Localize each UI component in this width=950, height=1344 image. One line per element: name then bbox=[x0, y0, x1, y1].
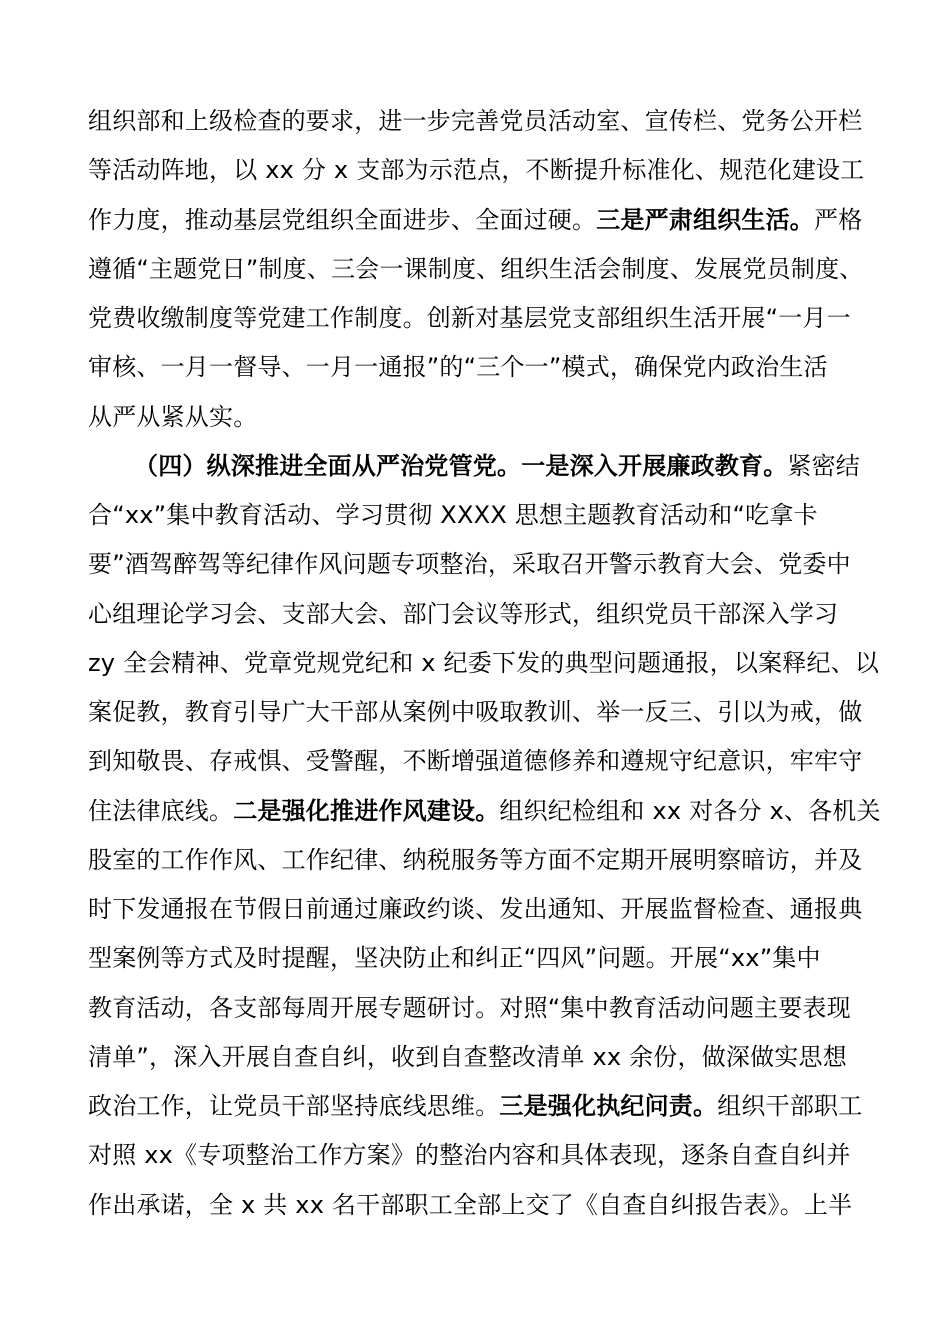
text-segment: 审核、一月一督导、一月一通报”的“三个一”模式，确保党内政治生活 bbox=[88, 353, 828, 382]
text-segment: 到知敬畏、存戒惧、受警醒，不断增强道德修养和遵规守纪意识，牢牢守 bbox=[88, 747, 863, 776]
bold-text-segment: （四）纵深推进全面从严治党管党。 bbox=[134, 451, 522, 480]
text-line bbox=[88, 397, 878, 437]
text-segment: 股室的工作作风、工作纪律、纳税服务等方面不定期开展明察暗访，并及 bbox=[88, 845, 863, 874]
text-segment: 组织部和上级检查的要求，进一步完善党员活动室、宣传栏、党务公开栏 bbox=[88, 107, 863, 135]
text-segment: 紧密结 bbox=[787, 451, 861, 480]
text-segment: 政治工作，让党员干部坚持底线思维。 bbox=[88, 1092, 500, 1120]
text-line bbox=[88, 544, 878, 584]
text-segment: 遵循“主题党日”制度、三会一课制度、组织生活会制度、发展党员制度、 bbox=[88, 254, 864, 283]
text-line bbox=[88, 692, 878, 732]
text-line bbox=[88, 643, 878, 683]
text-segment: zy 全会精神、党章党规党纪和 x 纪委下发的典型问题通报，以案释纪、以 bbox=[88, 648, 880, 677]
text-line bbox=[88, 1086, 878, 1126]
bold-text-segment: 二是强化推进作风建设。 bbox=[233, 796, 500, 825]
text-line bbox=[88, 791, 881, 831]
text-segment: 清单”，深入开展自查自纠，收到自查整改清单 xx 余份，做深做实思想 bbox=[88, 1042, 847, 1071]
text-line bbox=[88, 741, 878, 781]
text-segment: 要”酒驾醉驾等纪律作风问题专项整治，采取召开警示教育大会、党委中 bbox=[88, 550, 851, 579]
text-line bbox=[88, 938, 878, 978]
text-segment: 教育活动，各支部每周开展专题研讨。对照“集中教育活动问题主要表现 bbox=[88, 993, 851, 1022]
text-line bbox=[134, 446, 924, 486]
text-line bbox=[88, 200, 878, 240]
text-segment: 作力度，推动基层党组织全面进步、全面过硬。 bbox=[88, 205, 597, 234]
text-segment: 党费收缴制度等党建工作制度。创新对基层党支部组织生活开展“一月一 bbox=[88, 304, 851, 332]
text-line bbox=[88, 988, 878, 1028]
text-line bbox=[88, 495, 878, 535]
text-segment: 对照 xx《专项整治工作方案》的整治内容和具体表现，逐条自查自纠并 bbox=[88, 1141, 851, 1170]
text-segment: 等活动阵地，以 xx 分 x 支部为示范点，不断提升标准化、规范化建设工 bbox=[88, 156, 865, 185]
text-line bbox=[88, 889, 878, 929]
text-line bbox=[88, 150, 878, 190]
text-line bbox=[88, 840, 878, 880]
bold-text-segment: 一是深入开展廉政教育。 bbox=[521, 451, 788, 480]
text-line bbox=[88, 594, 878, 634]
text-segment: 时下发通报在节假日前通过廉政约谈、发出通知、开展监督检查、通报典 bbox=[88, 895, 863, 923]
text-segment: 从严从紧从实。 bbox=[88, 402, 258, 431]
text-segment: 合“xx”集中教育活动、学习贯彻 XXXX 思想主题教育活动和“吃拿卡 bbox=[88, 501, 818, 529]
text-line bbox=[88, 101, 878, 141]
bold-text-segment: 三是严肃组织生活。 bbox=[596, 205, 815, 234]
text-line bbox=[88, 249, 878, 289]
text-segment: 严格 bbox=[814, 205, 863, 234]
text-line bbox=[88, 1135, 878, 1175]
text-segment: 组织干部职工 bbox=[717, 1092, 863, 1120]
text-line bbox=[88, 298, 878, 338]
text-segment: 住法律底线。 bbox=[88, 796, 234, 825]
text-segment: 型案例等方式及时提醒，坚决防止和纠正“四风”问题。开展“xx”集中 bbox=[88, 944, 821, 973]
text-segment: 组织纪检组和 xx 对各分 x、各机关 bbox=[499, 796, 881, 825]
bold-text-segment: 三是强化执纪问责。 bbox=[499, 1092, 718, 1120]
text-line bbox=[88, 1185, 878, 1225]
text-segment: 案促教，教育引导广大干部从案例中吸取教训、举一反三、引以为戒，做 bbox=[88, 698, 863, 726]
text-line bbox=[88, 1037, 878, 1077]
text-segment: 心组理论学习会、支部大会、部门会议等形式，组织党员干部深入学习 bbox=[88, 599, 839, 628]
text-segment: 作出承诺，全 x 共 xx 名干部职工全部上交了《自查自纠报告表》。上半 bbox=[88, 1190, 853, 1219]
text-line bbox=[88, 347, 878, 387]
